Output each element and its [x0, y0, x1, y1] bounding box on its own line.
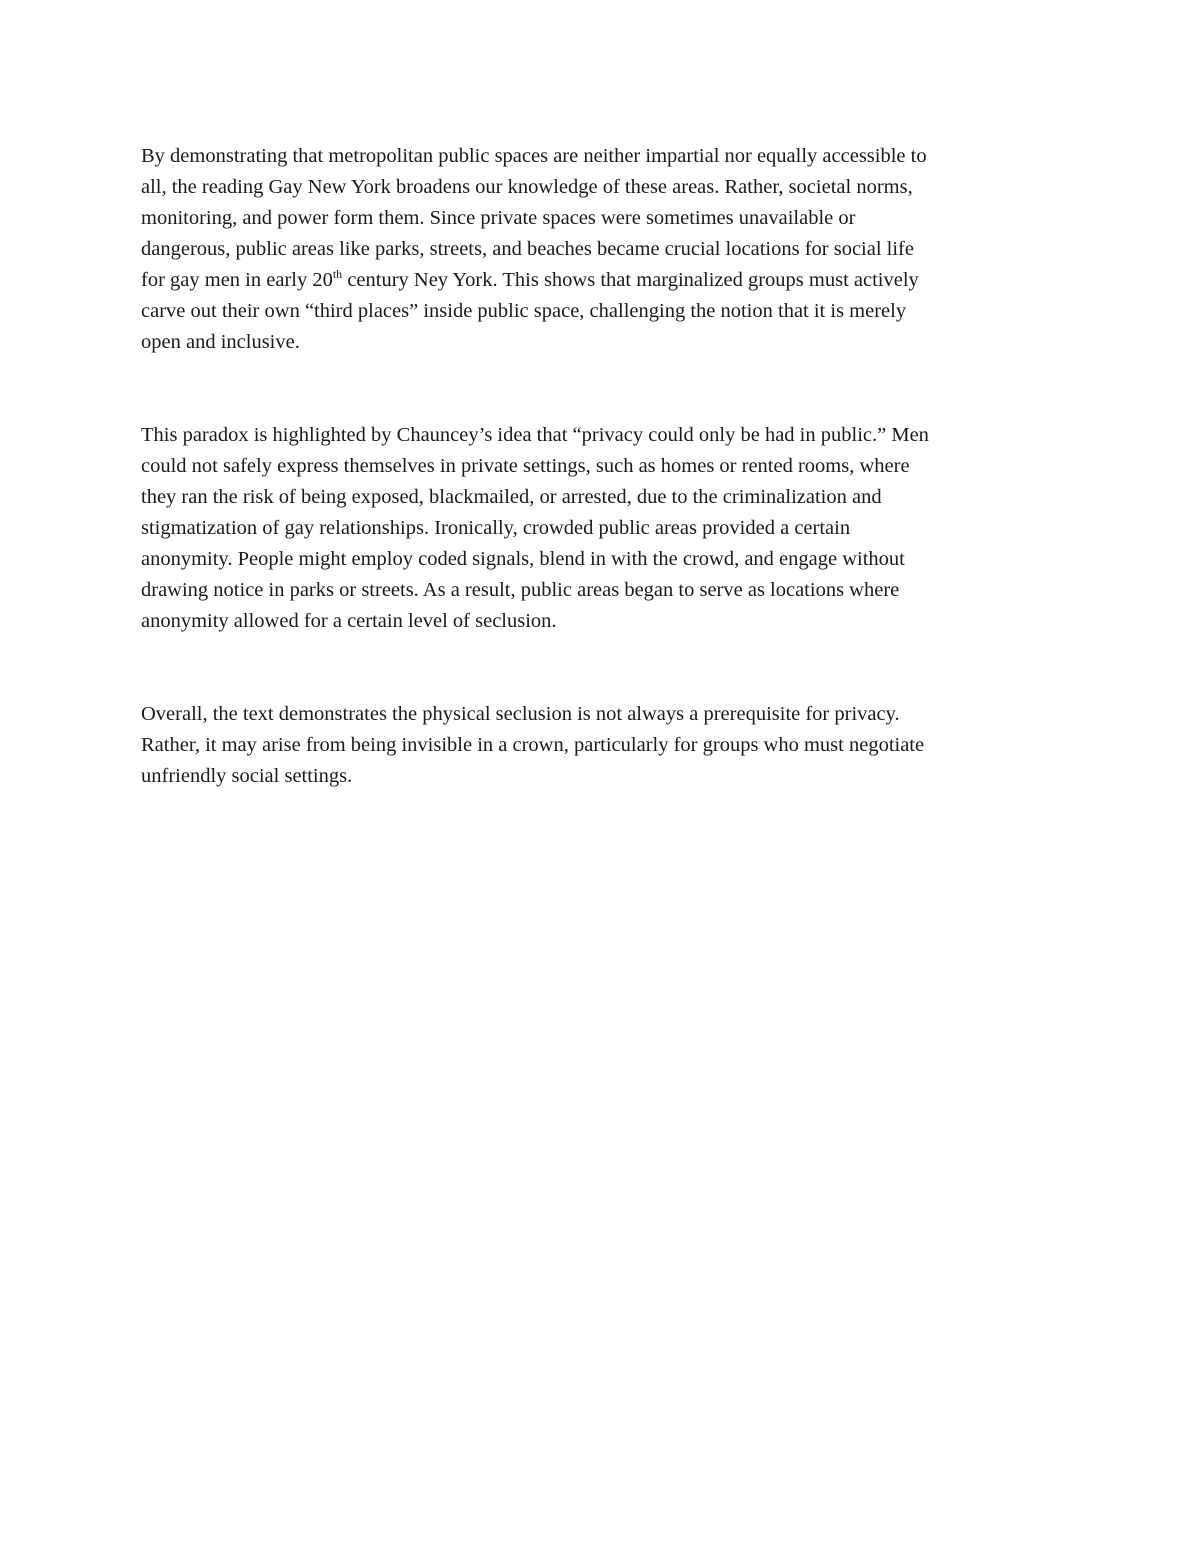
paragraph-line: drawing notice in parks or streets. As a result, public areas began to serve as locations where [141, 579, 900, 601]
paragraph-line: they ran the risk of being exposed, blackmailed, or arrested, due to the criminalization and [141, 486, 882, 508]
paragraph-line: Rather, it may arise from being invisible in a crown, particularly for groups who must negotiate [141, 734, 925, 756]
paragraph-line: By demonstrating that metropolitan public spaces are neither impartial nor equally accessible to [141, 145, 927, 167]
paragraph-line: Overall, the text demonstrates the physical seclusion is not always a prerequisite for privacy. [141, 703, 900, 725]
paragraph-line: stigmatization of gay relationships. Ironically, crowded public areas provided a certain [141, 517, 851, 539]
paragraph-line: could not safely express themselves in private settings, such as homes or rented rooms, where [141, 455, 910, 477]
paragraph-line: carve out their own “third places” inside public space, challenging the notion that it is merely [141, 300, 907, 322]
paragraph-line: monitoring, and power form them. Since private spaces were sometimes unavailable or [141, 207, 856, 229]
line-text-after: century Ney York. This shows that marginalized groups must actively [342, 269, 919, 291]
line-text-before: for gay men in early 20 [141, 269, 333, 291]
paragraph-2 [141, 420, 1059, 637]
paragraph-line: anonymity allowed for a certain level of seclusion. [141, 610, 557, 632]
paragraph-line: dangerous, public areas like parks, streets, and beaches became crucial locations for social life [141, 238, 914, 260]
paragraph-line: all, the reading Gay New York broadens our knowledge of these areas. Rather, societal norms, [141, 176, 913, 198]
document-body [141, 141, 1059, 792]
paragraph-line: anonymity. People might employ coded signals, blend in with the crowd, and engage without [141, 548, 905, 570]
paragraph-1 [141, 141, 1059, 358]
paragraph-3 [141, 699, 1059, 792]
paragraph-line: open and inclusive. [141, 331, 300, 353]
paragraph-line: unfriendly social settings. [141, 765, 353, 787]
paragraph-line: This paradox is highlighted by Chauncey’s idea that “privacy could only be had in public.” Men [141, 424, 929, 446]
paragraph-line-with-superscript [141, 265, 1059, 296]
ordinal-superscript: th [332, 267, 343, 282]
